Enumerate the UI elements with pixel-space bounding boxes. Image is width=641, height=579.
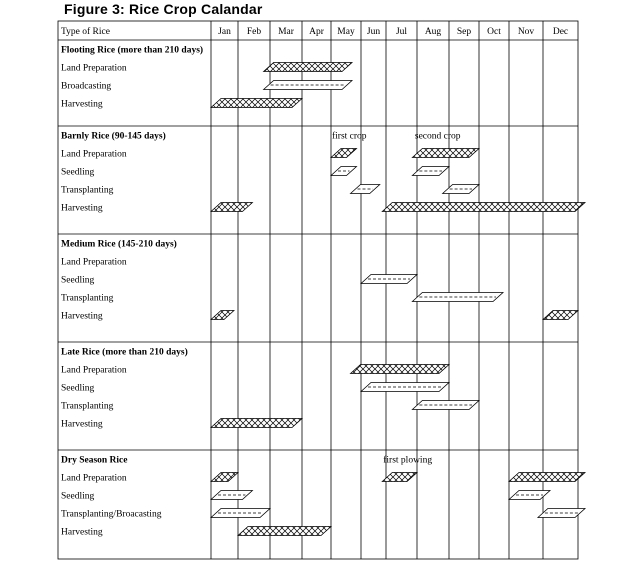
month-label-nov: Nov <box>517 27 535 37</box>
group-note: first plowing <box>383 455 433 466</box>
activity-label: Harvesting <box>61 99 103 110</box>
month-label-sep: Sep <box>456 27 472 37</box>
dashed-activity-bar <box>509 491 550 500</box>
month-label-jan: Jan <box>218 27 231 37</box>
activity-label: Harvesting <box>61 203 103 214</box>
group-note: second crop <box>414 131 461 142</box>
group-title: Late Rice (more than 210 days) <box>61 347 188 358</box>
hatched-activity-bar <box>211 203 252 212</box>
activity-label: Transplanting/Broacasting <box>61 509 162 520</box>
hatched-activity-bar <box>412 149 479 158</box>
activity-label: Land Preparation <box>61 257 127 268</box>
hatched-activity-bar <box>211 311 234 320</box>
activity-label: Transplanting <box>61 185 114 196</box>
header-label: Type of Rice <box>61 27 110 37</box>
activity-label: Harvesting <box>61 419 103 430</box>
group-title: Dry Season Rice <box>61 455 128 466</box>
activity-label: Seedling <box>61 275 95 286</box>
month-label-aug: Aug <box>424 27 442 37</box>
month-label-mar: Mar <box>278 27 294 37</box>
month-label-jul: Jul <box>395 27 408 37</box>
activity-label: Seedling <box>61 491 95 502</box>
month-label-oct: Oct <box>487 27 501 37</box>
activity-label: Land Preparation <box>61 365 127 376</box>
month-label-jun: Jun <box>366 27 381 37</box>
hatched-activity-bar <box>211 99 302 108</box>
activity-label: Transplanting <box>61 293 114 304</box>
group-title: Barnly Rice (90-145 days) <box>61 131 166 142</box>
hatched-activity-bar <box>351 365 450 374</box>
month-label-may: May <box>337 27 355 37</box>
hatched-activity-bar <box>331 149 357 158</box>
activity-label: Broadcasting <box>61 81 112 92</box>
hatched-activity-bar <box>543 311 578 320</box>
hatched-activity-bar <box>382 473 417 482</box>
activity-label: Land Preparation <box>61 149 127 160</box>
activity-label: Land Preparation <box>61 473 127 484</box>
hatched-activity-bar <box>264 63 352 72</box>
hatched-activity-bar <box>509 473 585 482</box>
figure-title: Figure 3: Rice Crop Calandar <box>64 1 263 17</box>
activity-label: Seedling <box>61 167 95 178</box>
month-label-dec: Dec <box>552 27 569 37</box>
hatched-activity-bar <box>382 203 585 212</box>
activity-label: Transplanting <box>61 401 114 412</box>
group-title: Medium Rice (145-210 days) <box>61 239 177 250</box>
month-label-apr: Apr <box>309 27 324 37</box>
month-label-feb: Feb <box>246 27 262 37</box>
group-title: Flooting Rice (more than 210 days) <box>61 45 204 56</box>
activity-label: Harvesting <box>61 311 103 322</box>
dashed-activity-bar <box>211 491 252 500</box>
hatched-activity-bar <box>238 527 331 536</box>
activity-label: Land Preparation <box>61 63 127 74</box>
activity-label: Seedling <box>61 383 95 394</box>
hatched-activity-bar <box>211 473 238 482</box>
activity-label: Harvesting <box>61 527 103 538</box>
hatched-activity-bar <box>211 419 302 428</box>
group-note: first crop <box>332 131 367 142</box>
calendar-frame <box>58 21 578 559</box>
